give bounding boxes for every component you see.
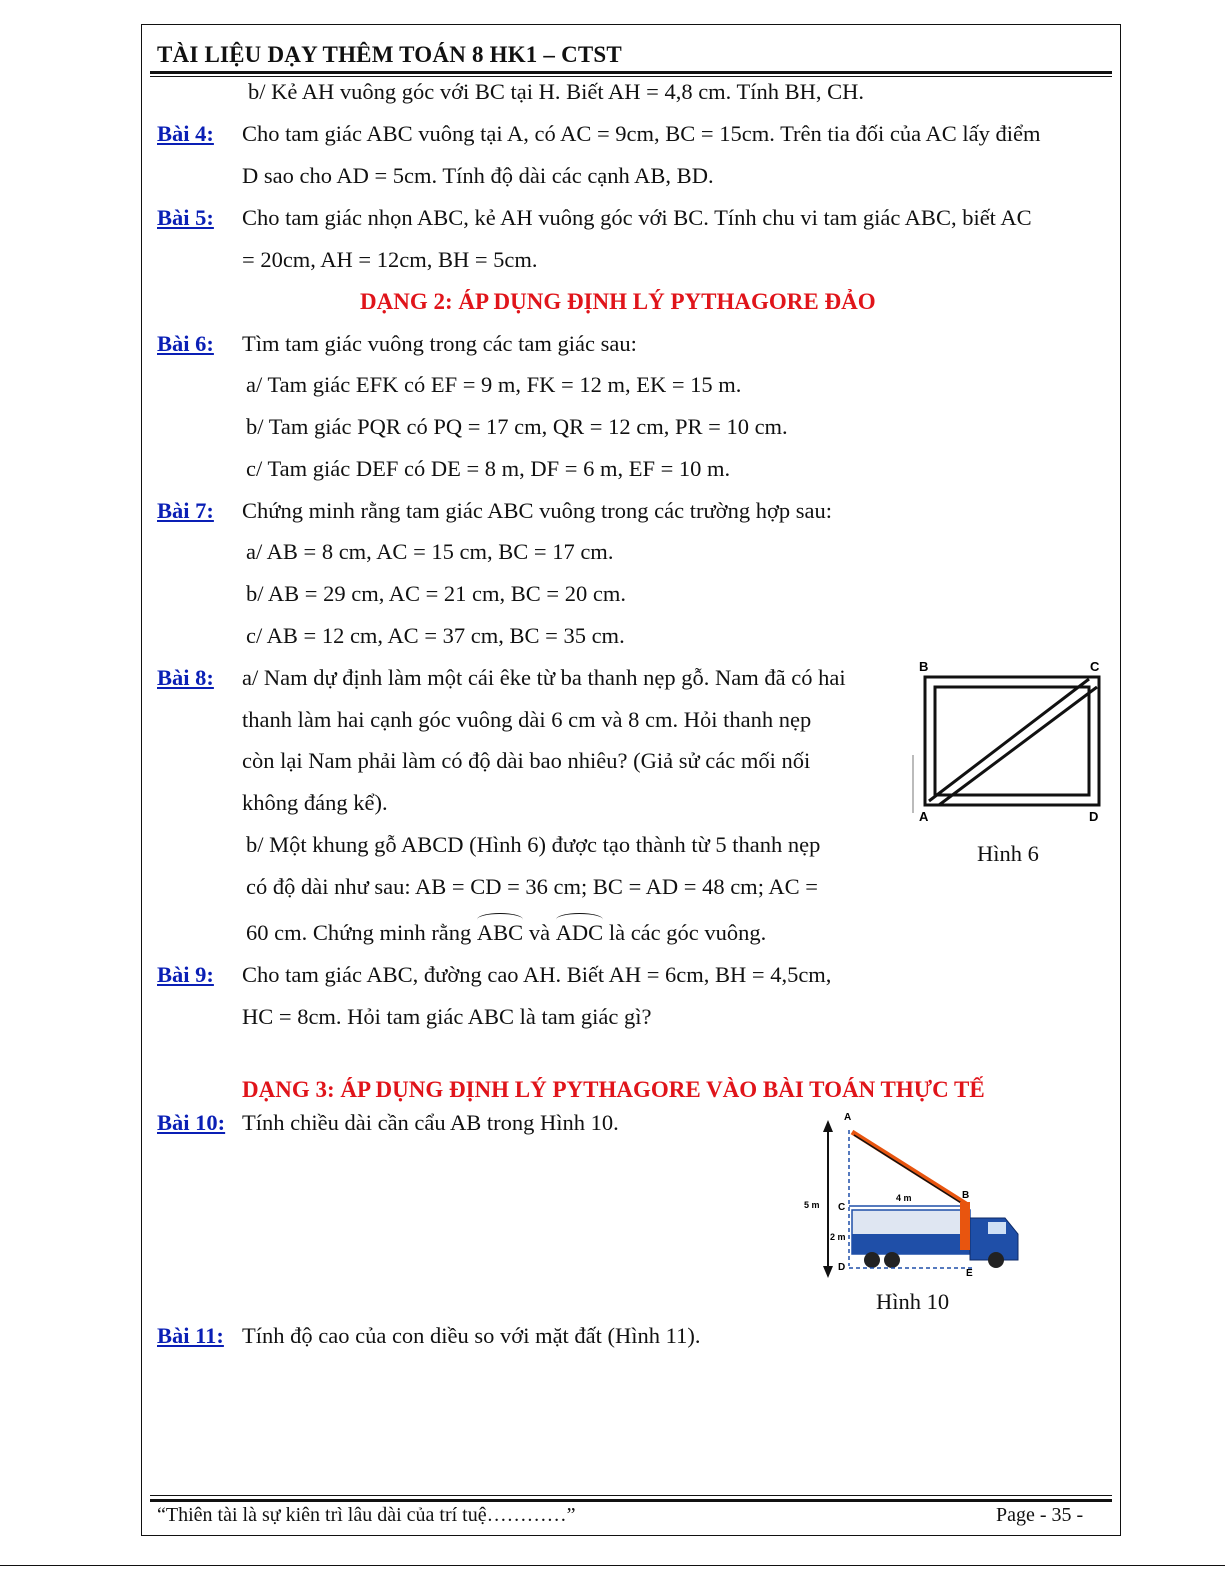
exercise-8-line-6: có độ dài như sau: AB = CD = 36 cm; BC = AD = 48 cm; AC = <box>246 874 818 899</box>
page-title: TÀI LIỆU DẠY THÊM TOÁN 8 HK1 – CTST <box>157 42 622 67</box>
figure-6-frame-diagram <box>905 655 1110 830</box>
exercise-7-line-1: Chứng minh rằng tam giác ABC vuông trong các trường hợp sau: <box>242 498 832 523</box>
cab-window <box>988 1222 1006 1234</box>
point-c-label: C <box>838 1202 846 1213</box>
exercise-label-5: Bài 5: <box>157 205 214 230</box>
exercise-5-line-2: = 20cm, AH = 12cm, BH = 5cm. <box>242 247 538 272</box>
footer-rule-thick <box>150 1499 1112 1502</box>
width-4m-label: 4 m <box>896 1193 912 1203</box>
exercise-label-8: Bài 8: <box>157 665 214 690</box>
exercise-8-line-1: a/ Nam dự định làm một cái êke từ ba thanh nẹp gỗ. Nam đã có hai <box>242 665 846 690</box>
exercise-8-line-7-pre: 60 cm. Chứng minh rằng <box>246 920 472 945</box>
exercise-3b-text: b/ Kẻ AH vuông góc với BC tại H. Biết AH = 4,8 cm. Tính BH, CH. <box>248 79 865 104</box>
exercise-6-line-3: b/ Tam giác PQR có PQ = 17 cm, QR = 12 cm, PR = 10 cm. <box>246 414 788 439</box>
exercise-8-line-7 <box>246 922 766 945</box>
point-a-label: A <box>919 809 929 824</box>
exercise-8-line-7-mid: và <box>528 920 551 945</box>
diagonal-bar-1 <box>929 679 1089 801</box>
exercise-6-line-1: Tìm tam giác vuông trong các tam giác sau: <box>242 331 637 356</box>
figure-6-caption: Hình 6 <box>977 841 1039 866</box>
exercise-5-line-1: Cho tam giác nhọn ABC, kẻ AH vuông góc với BC. Tính chu vi tam giác ABC, biết AC <box>242 205 1032 230</box>
exercise-label-7: Bài 7: <box>157 498 214 523</box>
section-heading-2: DẠNG 2: ÁP DỤNG ĐỊNH LÝ PYTHAGORE ĐẢO <box>360 289 876 314</box>
point-a-label: A <box>844 1112 852 1123</box>
exercise-10-text: Tính chiều dài cần cẩu AB trong Hình 10. <box>242 1110 619 1135</box>
angle-adc: ADC <box>555 920 604 945</box>
exercise-label-10: Bài 10: <box>157 1110 226 1135</box>
scan-bottom-edge <box>0 1565 1225 1566</box>
exercise-8-line-4: không đáng kể). <box>242 790 388 815</box>
point-c-label: C <box>1090 659 1100 674</box>
point-d-label: D <box>1089 809 1099 824</box>
exercise-9-line-1: Cho tam giác ABC, đường cao AH. Biết AH = 6cm, BH = 4,5cm, <box>242 962 832 987</box>
exercise-6-line-2: a/ Tam giác EFK có EF = 9 m, FK = 12 m, EK = 15 m. <box>246 372 742 397</box>
arrow-head-up <box>823 1120 833 1132</box>
page-number: Page - 35 - <box>996 1504 1084 1526</box>
truck-bed-side <box>852 1234 970 1254</box>
wheel-1 <box>864 1252 880 1268</box>
crane-column <box>960 1202 970 1250</box>
footer-rule-thin <box>150 1495 1112 1496</box>
exercise-4-line-1: Cho tam giác ABC vuông tại A, có AC = 9cm, BC = 15cm. Trên tia đối của AC lấy điểm <box>242 121 1041 146</box>
header-rule-thin <box>150 76 1112 77</box>
point-d-label: D <box>838 1262 846 1273</box>
exercise-8-line-2: thanh làm hai cạnh góc vuông dài 6 cm và 8 cm. Hỏi thanh nẹp <box>242 707 812 732</box>
section-heading-3: DẠNG 3: ÁP DỤNG ĐỊNH LÝ PYTHAGORE VÀO BÀI TOÁN THỰC TẾ <box>242 1077 985 1102</box>
exercise-7-line-4: c/ AB = 12 cm, AC = 37 cm, BC = 35 cm. <box>246 623 625 648</box>
angle-abc: ABC <box>476 920 524 945</box>
exercise-label-6: Bài 6: <box>157 331 214 356</box>
figure-10-crane-truck <box>800 1108 1030 1283</box>
exercise-8-line-7-post: là các góc vuông. <box>608 920 767 945</box>
exercise-6-line-4: c/ Tam giác DEF có DE = 8 m, DF = 6 m, EF = 10 m. <box>246 456 731 481</box>
exercise-8-line-5: b/ Một khung gỗ ABCD (Hình 6) được tạo thành từ 5 thanh nẹp <box>246 832 821 857</box>
exercise-7-line-3: b/ AB = 29 cm, AC = 21 cm, BC = 20 cm. <box>246 581 626 606</box>
exercise-label-11: Bài 11: <box>157 1323 224 1348</box>
point-e-label: E <box>966 1268 973 1279</box>
height-2m-label: 2 m <box>830 1232 846 1242</box>
point-b-label: B <box>962 1190 970 1201</box>
exercise-label-9: Bài 9: <box>157 962 214 987</box>
exercise-4-line-2: D sao cho AD = 5cm. Tính độ dài các cạnh AB, BD. <box>242 163 714 188</box>
footer-quote: “Thiên tài là sự kiên trì lâu dài của trí tuệ…………” <box>157 1504 576 1526</box>
figure-10-caption: Hình 10 <box>876 1289 950 1314</box>
exercise-9-line-2: HC = 8cm. Hỏi tam giác ABC là tam giác gì? <box>242 1004 652 1029</box>
point-b-label: B <box>919 659 929 674</box>
wheel-3 <box>988 1252 1004 1268</box>
wheel-2 <box>884 1252 900 1268</box>
header-rule-thick <box>150 71 1112 74</box>
exercise-label-4: Bài 4: <box>157 121 214 146</box>
exercise-7-line-2: a/ AB = 8 cm, AC = 15 cm, BC = 17 cm. <box>246 539 614 564</box>
exercise-8-line-3: còn lại Nam phải làm có độ dài bao nhiêu? (Giả sử các mối nối <box>242 748 811 773</box>
arrow-head-down <box>823 1266 833 1278</box>
diagonal-bar-2 <box>939 687 1097 805</box>
height-5m-label: 5 m <box>804 1200 820 1210</box>
exercise-11-text: Tính độ cao của con diều so với mặt đất (Hình 11). <box>242 1323 701 1348</box>
